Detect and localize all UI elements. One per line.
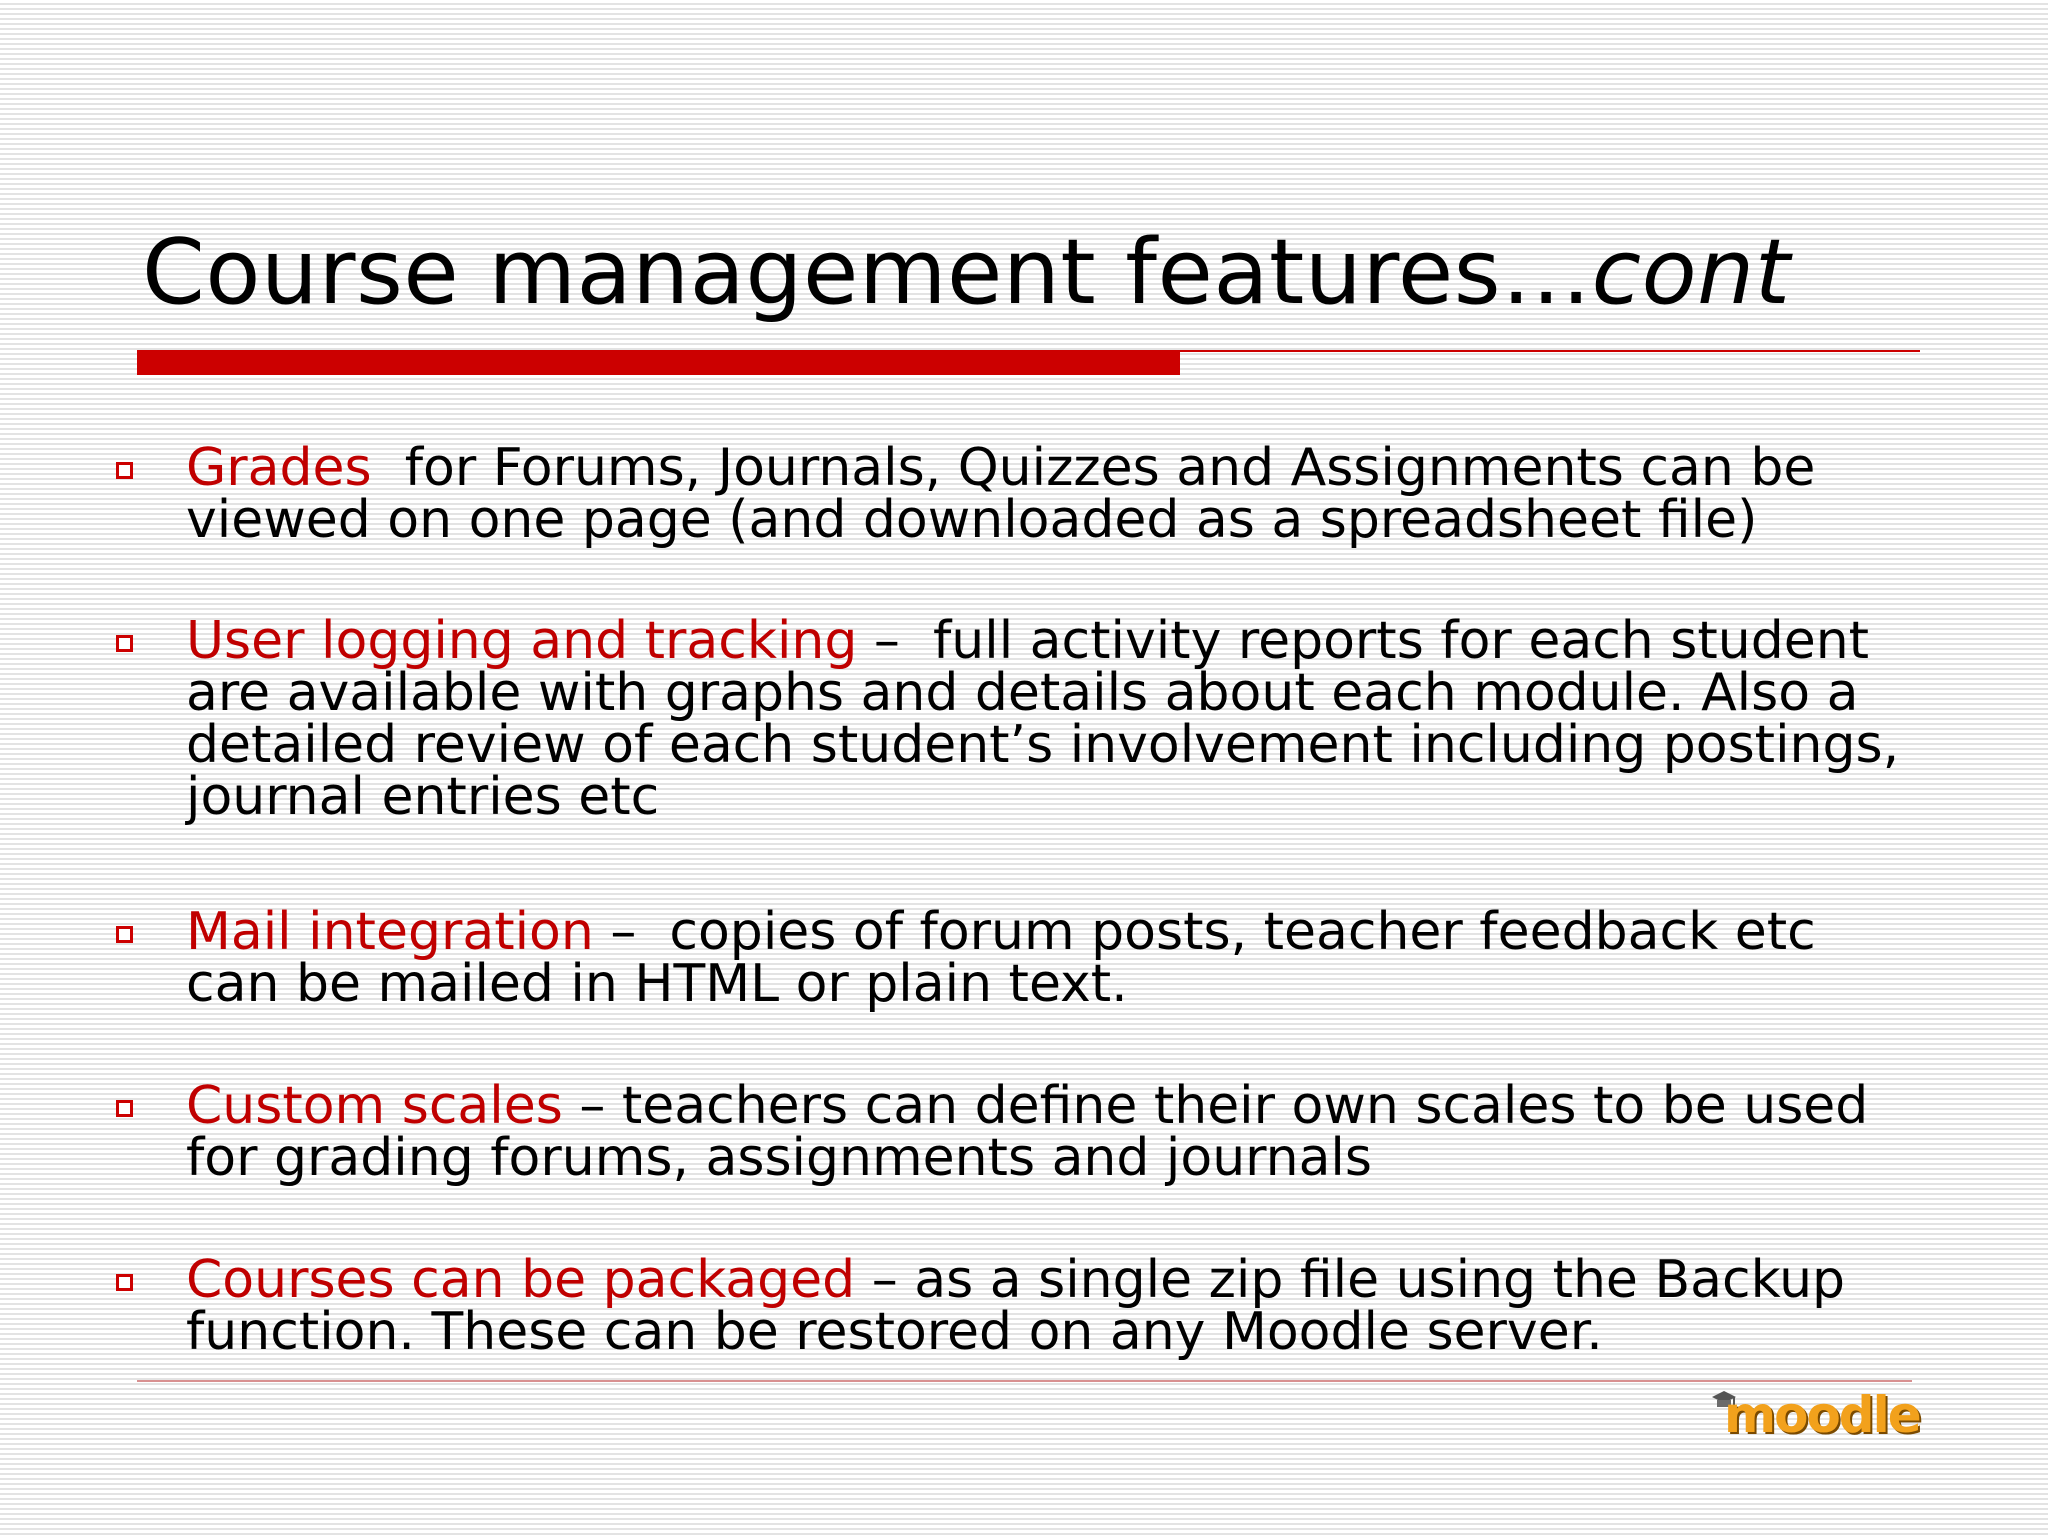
bullet-term: Mail integration xyxy=(186,902,594,962)
logo-text: moodle xyxy=(1724,1386,1920,1444)
bullet-term: Courses can be packaged xyxy=(186,1250,856,1310)
bullet-line: are available with graphs and details about each module. Also a xyxy=(186,663,1859,723)
slide-title xyxy=(142,218,1791,328)
title-underline-thin xyxy=(1180,350,1920,352)
bullet-line: can be mailed in HTML or plain text. xyxy=(186,954,1128,1014)
bullet-term: Grades xyxy=(186,438,372,498)
square-bullet-icon xyxy=(116,1100,133,1117)
square-bullet-icon xyxy=(116,926,133,943)
moodle-logo xyxy=(1712,1385,1920,1445)
bullet-user-logging xyxy=(186,611,2026,827)
bullet-line: function. These can be restored on any Moodle server. xyxy=(186,1302,1603,1362)
bullet-line xyxy=(186,902,2026,962)
bullet-term: User logging and tracking xyxy=(186,611,858,671)
bullet-text: – teachers can define their own scales to be used xyxy=(562,1076,1869,1136)
bullet-line xyxy=(186,438,2026,498)
bullet-line: journal entries etc xyxy=(186,767,660,827)
bullet-text: – as a single zip file using the Backup xyxy=(855,1250,1846,1310)
bullet-line: for grading forums, assignments and journals xyxy=(186,1128,1372,1188)
title-underline-thick xyxy=(137,350,1180,375)
bullet-line xyxy=(186,1250,2026,1310)
square-bullet-icon xyxy=(116,1274,133,1291)
bullet-text: – copies of forum posts, teacher feedback etc xyxy=(593,902,1816,962)
bullet-text: – full activity reports for each student xyxy=(857,611,1870,671)
bullet-line: detailed review of each student’s involvement including postings, xyxy=(186,715,1900,775)
title-suffix: cont xyxy=(1591,220,1791,325)
bullet-custom-scales xyxy=(186,1076,2026,1188)
bullet-text: for Forums, Journals, Quizzes and Assignments can be xyxy=(371,438,1816,498)
square-bullet-icon xyxy=(116,462,133,479)
bullet-term: Custom scales xyxy=(186,1076,563,1136)
bullet-line: viewed on one page (and downloaded as a spreadsheet file) xyxy=(186,490,1758,550)
bullet-grades xyxy=(186,438,2026,550)
title-main: Course management features… xyxy=(142,220,1592,325)
bullet-courses-packaged xyxy=(186,1250,2026,1362)
footer-divider xyxy=(137,1380,1912,1382)
square-bullet-icon xyxy=(116,635,133,652)
bullet-mail-integration xyxy=(186,902,2026,1014)
bullet-line xyxy=(186,611,2026,671)
bullet-line xyxy=(186,1076,2026,1136)
